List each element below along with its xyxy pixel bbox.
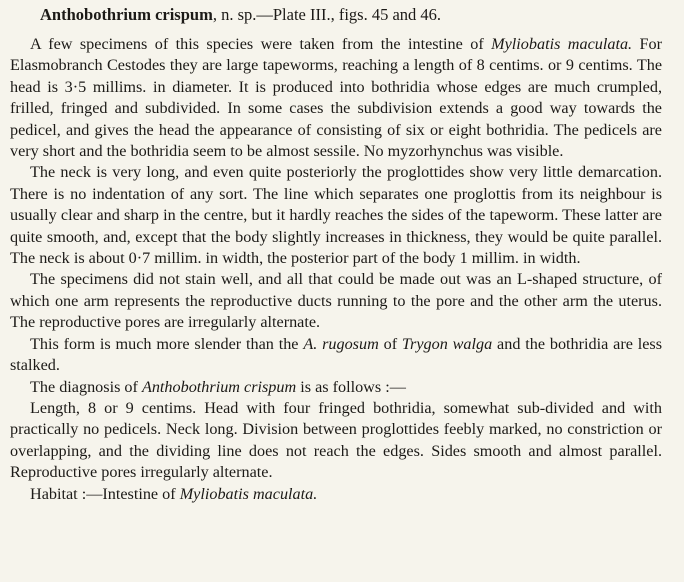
paragraph-habitat [10,484,662,505]
text-run: The diagnosis of [30,377,142,396]
text-run: The specimens did not stain well, and all that could be made out was an L-shaped structure, of which one arm represents the reproductive ducts running to the pore and the other arm the uterus. The reproductive pores are irregularly alternate. [10,270,662,332]
document-body [10,34,662,505]
host-species-name: Myliobatis maculata. [179,484,318,503]
paragraph-description [10,34,662,162]
heading-plate-reference: , n. sp.—Plate III., figs. 45 and 46. [212,5,442,24]
paragraph-comparison [10,334,662,377]
text-run: Habitat :—Intestine of [30,484,180,503]
text-run: of [378,334,402,353]
text-run: This form is much more slender than the [30,334,304,353]
section-heading [40,5,441,25]
text-run: is as follows :— [296,377,406,396]
paragraph-specimens [10,269,662,333]
text-run: For Elasmobranch Cestodes they are large tapeworms, reaching a length of 8 centims. or 9 centims. The head is 3·5 millims. in diameter. It is produced into bothridia whose edges are much crumpled, frilled, fringed and subdivided. In some cases the subdivision extends a good way towards the pedicel, and gives the head the appearance of consisting of six or eight bothridia. The pedicels are very short and the bothridia seem to be almost sessile. No myzorhynchus was visible. [10,35,662,161]
paragraph-diagnosis [10,398,662,484]
text-run: Length, 8 or 9 centims. Head with four fringed bothridia, somewhat sub-divided and with practically no pedicels. Neck long. Division between proglottides feebly marked, no constriction or overlapping, and the dividing line does not reach the edges. Sides smooth and almost parallel. Reproductive pores irregularly alternate. [10,398,662,482]
compared-species-name: A. rugosum [303,334,379,353]
text-run: and the bothridia are less stalked. [10,334,663,375]
paragraph-diagnosis-intro [10,377,662,398]
species-name-italic: Anthobothrium crispum [141,377,297,396]
text-run: The neck is very long, and even quite posteriorly the proglottides show very little demarcation. There is no indentation of any sort. The line which separates one proglottis from its neighbour is usually clear and sharp in the centre, but it hardly reaches the sides of the tapeworm. These latter are quite smooth, and, except that the body slightly increases in thickness, they would be quite parallel. The neck is about 0·7 millim. in width, the posterior part of the body 1 millim. in width. [10,163,662,268]
host-species-name: Trygon walga [401,334,493,353]
paragraph-neck [10,162,662,269]
species-name: Anthobothrium crispum [40,5,213,24]
host-species-name: Myliobatis maculata. [491,35,633,53]
text-run: A few specimens of this species were taken from the intestine of [30,35,492,53]
